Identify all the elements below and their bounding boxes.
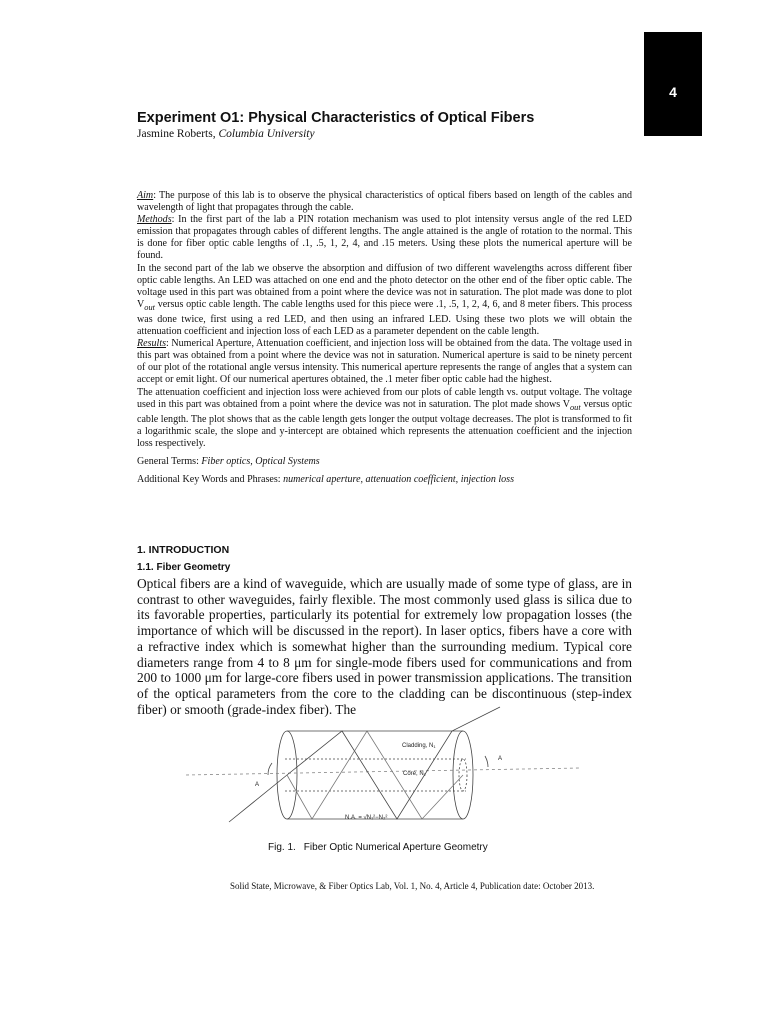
aim-label: Aim: [137, 190, 154, 201]
angle-label-left: A: [255, 782, 260, 788]
author-name: Jasmine Roberts,: [137, 128, 219, 140]
para4-text: The attenuation coefficient and injection loss were achieved from our plots of cable length vs. output voltage. The voltage used in this part was obtained from a point where the device was not in saturation. The plot made shows V: [137, 386, 632, 410]
general-terms-value: Fiber optics, Optical Systems: [201, 455, 320, 467]
results-text: : Numerical Aperture, Attenuation coefficient, and injection loss will be obtained from the data. The voltage used in this part was obtained from a point where the device was not in saturation. Numerical aperture is said to be ninety percent of our plot of the rotational angle versus intensity. This numerical aperture represents the range of angles that a system can accept or emit light. Of our numerical apertures obtained, the .1 meter fiber optic cable had the highest.: [137, 338, 632, 386]
results-label: Results: [137, 338, 167, 350]
page-footer: Solid State, Microwave, & Fiber Optics Lab, Vol. 1, No. 4, Article 4, Publication date: October 2013.: [230, 881, 595, 891]
para4-rest: versus optic cable length. The plot shows that as the cable length gets longer the output voltage decreases. The plot is transformed to fit a logarithmic scale, the slope and y-intercept are obtained which represents the attenuation coefficient and the injection loss respectively.: [137, 398, 632, 449]
figure-number: Fig. 1.: [268, 842, 296, 853]
angle-label-right: A: [498, 756, 503, 762]
keywords-label: Additional Key Words and Phrases:: [137, 474, 284, 486]
core-label: Core, N2: [403, 771, 426, 777]
methods-label: Methods: [137, 214, 172, 226]
vout-subscript: out: [144, 302, 155, 312]
section-heading-introduction: 1. INTRODUCTION: [137, 544, 230, 556]
author-affiliation: Columbia University: [218, 128, 315, 140]
light-ray-2: [287, 731, 463, 819]
cladding-label: Cladding, N1: [402, 743, 436, 749]
aim-text: : The purpose of this lab is to observe the physical characteristics of optical fibers based on length of the cables and wavelength of light that propagates through the cable.: [137, 190, 632, 214]
page-number: 4: [669, 84, 677, 100]
optical-axis: [186, 768, 580, 775]
angle-arc-right: [485, 756, 488, 767]
para2-rest: versus optic cable length. The cable lengths used for this piece were .1, .5, 1, 2, 4, 6, and 8 meter fibers. This process was done twice, first using a red LED, and then using an infrared LED. Using these two plots we will obtain the attenuation coefficient and injection loss of each LED as a parameter dependent on the cable length.: [137, 298, 632, 338]
body-paragraph: Optical fibers are a kind of waveguide, which are usually made of some type of glass, are in contrast to other waveguides, fairly flexible. The most commonly used glass is silica due to its favorable properties, particularly its potential for extremely low propagation losses (the importance of which will be discussed in the report). In laser optics, fibers have a core with a refractive index which is somewhat higher than the surrounding medium. Typical core diameters range from 4 to 8 μm for single-mode fibers used for communications and from 200 to 1000 μm for large-core fibers used in power transmission applications. The transition of the optical parameters from the core to the cladding can be discontinuous (step-index fiber) or smooth (grade-index fiber). The: [137, 576, 632, 717]
methods-text: : In the first part of the lab a PIN rotation mechanism was used to plot intensity versus angle of the red LED emission that propagates through cables of different lengths. The angle attained is the angle of rotation to the normal. This is done for fiber optic cable lengths of .1, .5, 1, 2, 4, and .15 meters. Using these plots the numerical aperture will be found.: [137, 214, 632, 262]
na-formula: N.A. = √N₁²−N₂²: [345, 815, 388, 821]
para2-text: In the second part of the lab we observe the absorption and diffusion of two different wavelengths across different fiber optic cable lengths. An LED was attached on one end and the photo detector on the other end of the fiber optic cable. The voltage used in this part was obtained from a point where the device was not in saturation. The plot made was done to plot V: [137, 262, 632, 310]
figure-caption-text: Fiber Optic Numerical Aperture Geometry: [303, 842, 488, 853]
paper-title: Experiment O1: Physical Characteristics of Optical Fibers: [137, 110, 535, 126]
general-terms-label: General Terms:: [137, 455, 202, 467]
vout-subscript-2: out: [570, 402, 581, 412]
subsection-heading-fiber-geometry: 1.1. Fiber Geometry: [137, 562, 231, 573]
keywords-value: numerical aperture, attenuation coefficient, injection loss: [283, 474, 515, 486]
figure-caption: [268, 842, 488, 853]
light-ray-1: [229, 707, 503, 822]
